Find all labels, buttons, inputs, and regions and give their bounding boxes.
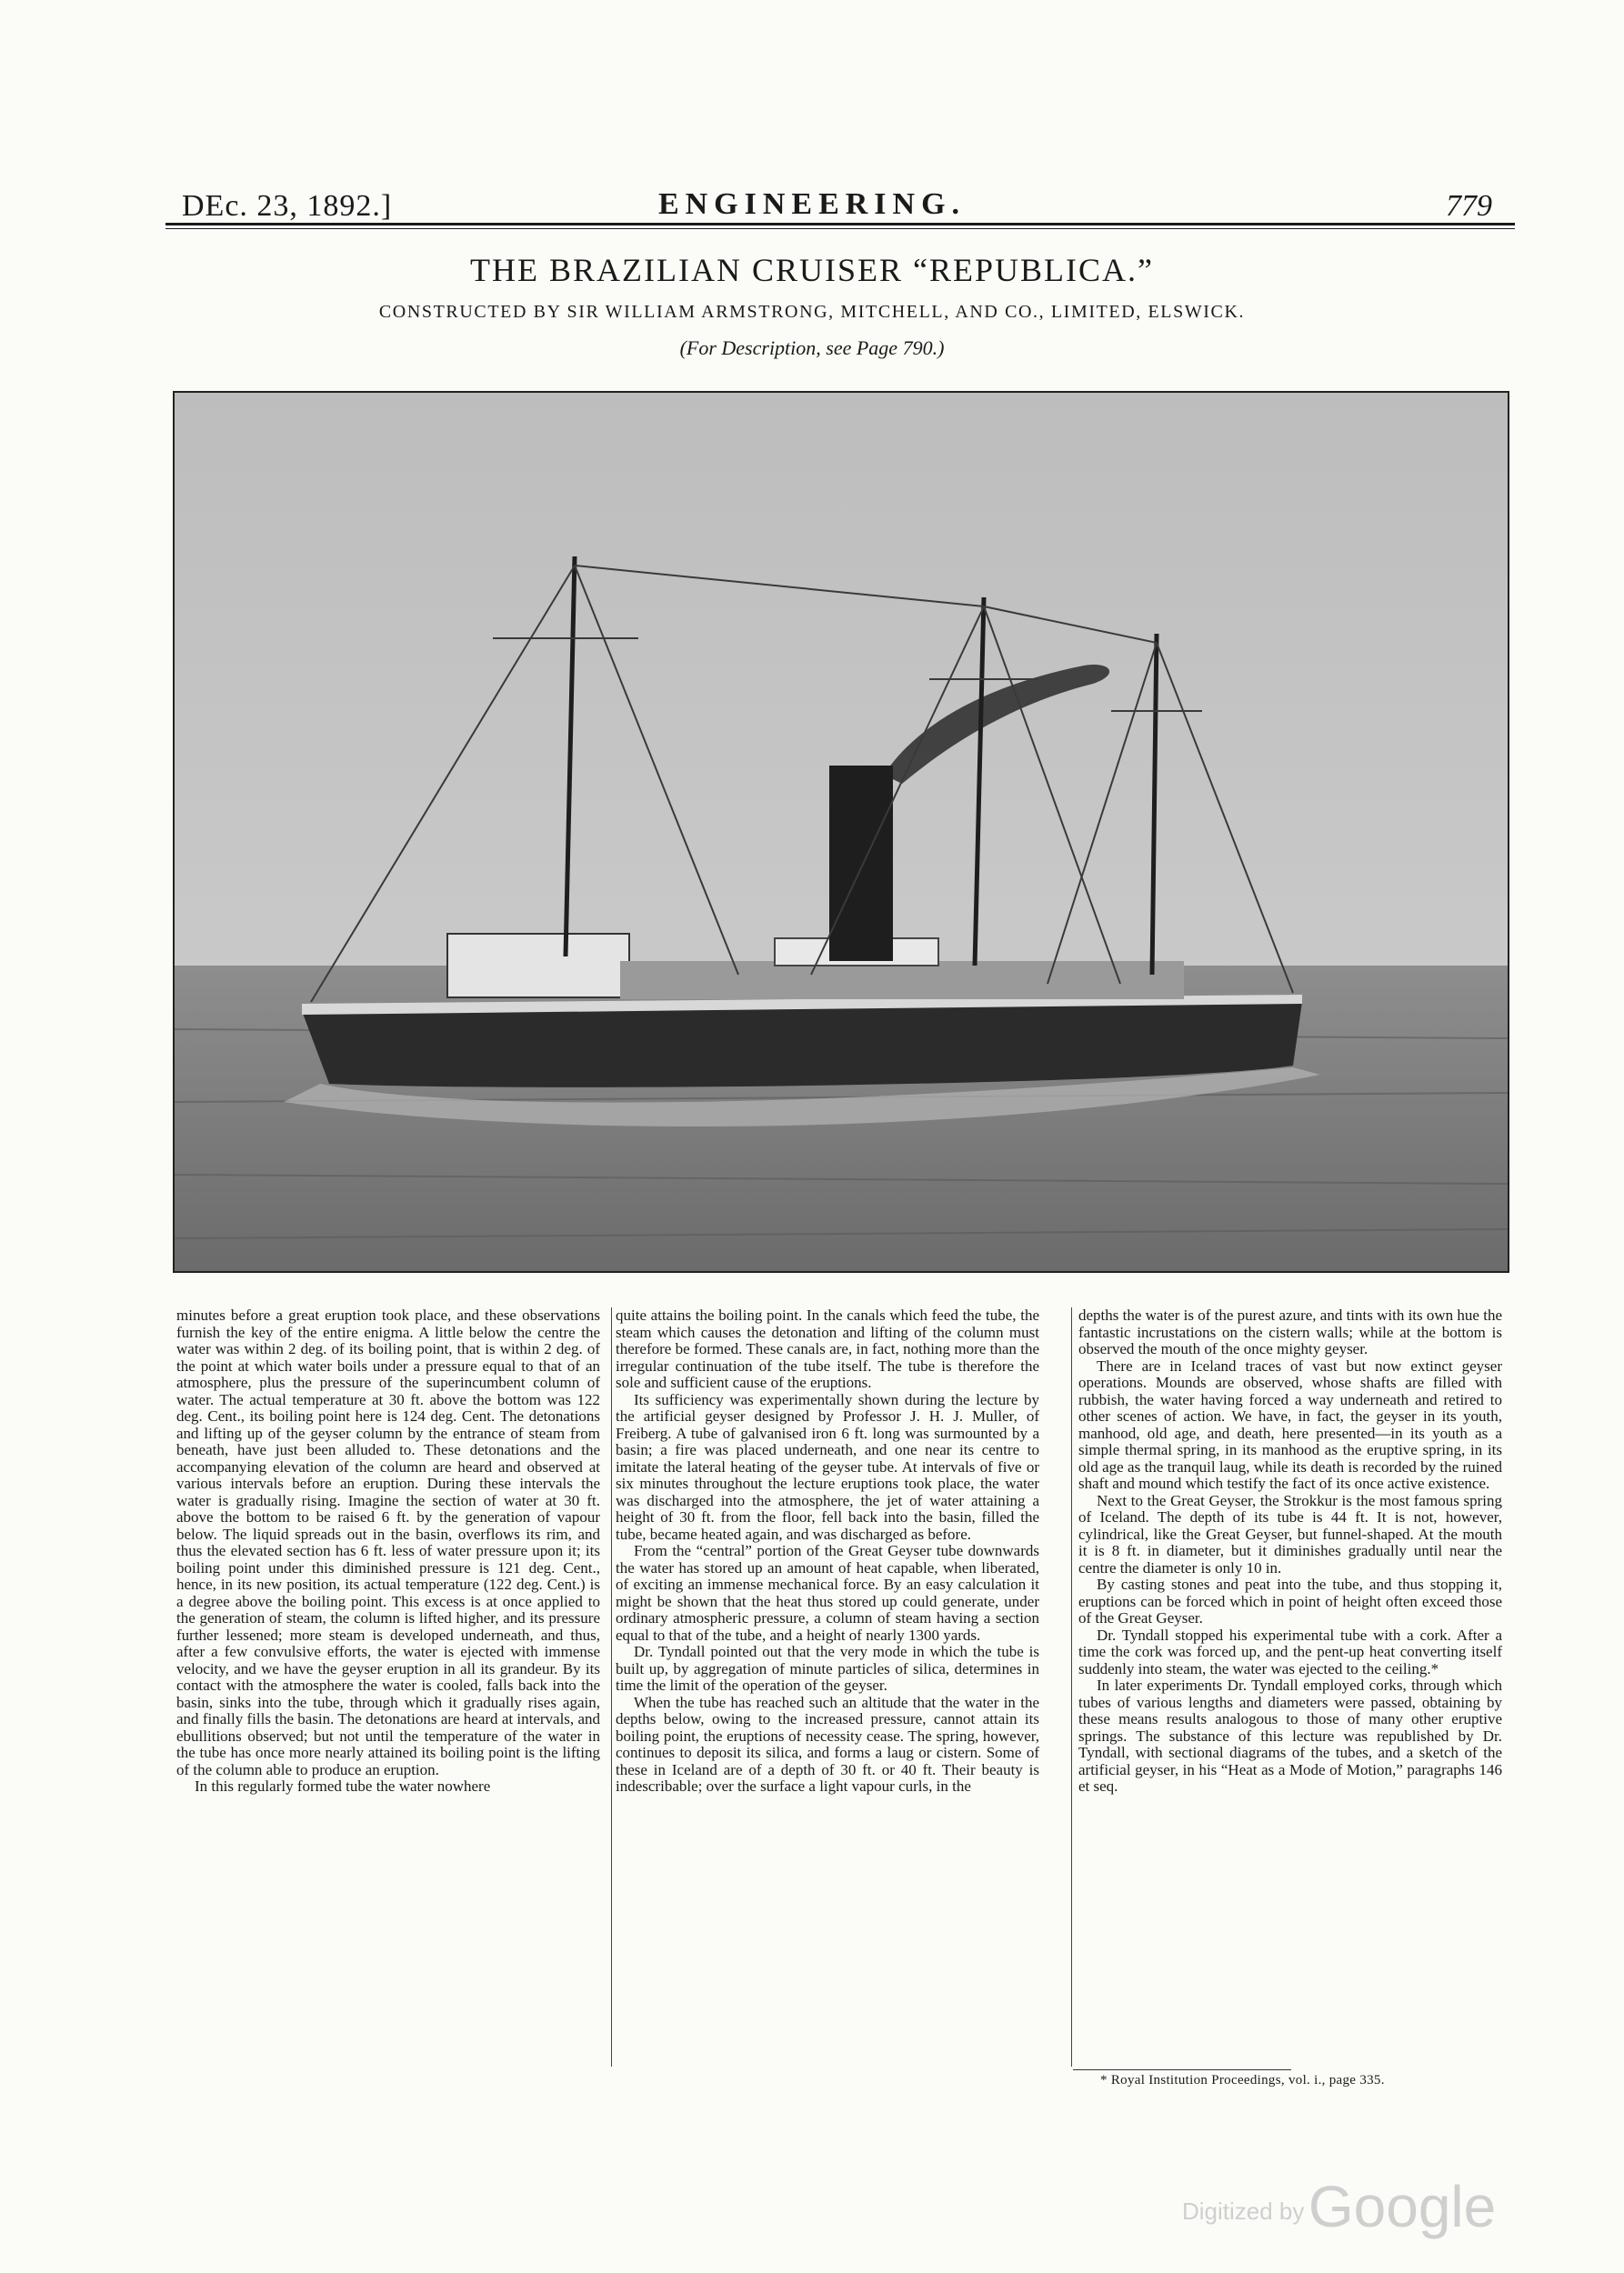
paragraph: Dr. Tyndall stopped his experimental tube with a cork. After a time the cork was forced up, and the pent-up heat converting itself suddenly into steam, the water was ejected to the ceiling.* [1078,1626,1502,1677]
issue-date: DEc. 23, 1892.] [182,189,393,223]
paragraph: From the “central” portion of the Great Geyser tube downwards the water has stored up an amount of heat capable, when liberated, of exciting an immense mechanical force. By an easy calculation it might be shown that the heat thus stored up could generate, under ordinary atmospheric pressure, a column of steam having a section equal to that of the tube, and a height of nearly 1300 yards. [616,1542,1039,1644]
paragraph: In this regularly formed tube the water nowhere [195,1777,491,1795]
column-divider [611,1307,612,2067]
paragraph: There are in Iceland traces of vast but now extinct geyser operations. Mounds are observed, whose shafts are filled with rubbish, the water having forced a way underneath and retired to other scenes of action. We have, in fact, the geyser in its youth, manhood, old age, and death, here presented—in its youth as a simple thermal spring, in its manhood as the eruptive spring, in its old age as the tranquil laug, while its death is recorded by the ruined shaft and mound which testify the fact of its once active existence. [1078,1357,1502,1492]
paragraph: quite attains the boiling point. In the canals which feed the tube, the steam which causes the detonation and lifting of the column must therefore be formed. These canals are, in fact, nothing more than the irregular continuation of the tube itself. The tube is therefore the sole and sufficient cause of the eruptions. [616,1307,1039,1391]
paragraph: Next to the Great Geyser, the Strokkur is the most famous spring of Iceland. The depth of its tube is 44 ft. It is not, however, cylindrical, like the Great Geyser, but funnel-shaped. At the mouth it is 8 ft. in diameter, but it diminishes gradually until near the centre the diameter is only 10 in. [1078,1491,1502,1577]
text-column-1 [176,1307,600,2089]
paragraph: In later experiments Dr. Tyndall employed corks, through which tubes of various lengths and diameters were passed, obtaining by these means results analogous to those of many other eruptive springs. The substance of this lecture was republished by Dr. Tyndall, with sectional diagrams of the tubes, and a sketch of the artificial geyser, in his “Heat as a Mode of Motion,” paragraphs 146 et seq. [1078,1677,1502,1795]
text-column-2 [616,1307,1039,2089]
watermark-prefix: Digitized by [1182,2198,1305,2225]
column-divider [1071,1307,1072,2067]
paragraph: Dr. Tyndall pointed out that the very mode in which the tube is built up, by aggregation of minute particles of silica, determines in time the limit of the operation of the geyser. [616,1643,1039,1694]
footnote: * Royal Institution Proceedings, vol. i., page 335. [1100,2073,1385,2088]
paragraph: depths the water is of the purest azure, and tints with its own hue the fantastic incrustations on the cistern walls; while at the bottom is observed the mouth of the once mighty geyser. [1078,1307,1502,1357]
article-title: THE BRAZILIAN CRUISER “REPUBLICA.” [470,252,1154,288]
google-logo: Google [1308,2174,1497,2239]
article-subtitle: CONSTRUCTED BY SIR WILLIAM ARMSTRONG, MITCHELL, AND CO., LIMITED, ELSWICK. [378,302,1246,322]
paragraph: Its sufficiency was experimentally shown during the lecture by the artificial geyser designed by Professor J. H. J. Muller, of Freiberg. A tube of galvanised iron 6 ft. long was surmounted by a basin; a fire was placed underneath, and one near its centre to imitate the lateral heating of the geyser tube. At intervals of five or six minutes throughout the lecture eruptions took place, the water was discharged into the atmosphere, the jet of water attaining a height of 30 ft. from the floor, fell back into the basin, filled the tube, became heated again, and was discharged as before. [616,1390,1039,1543]
description-reference: (For Description, see Page 790.) [679,336,945,359]
text-column-3 [1078,1307,1502,2089]
footnote-rule [1073,2069,1291,2070]
page-number: 779 [1446,189,1492,223]
google-watermark [1182,2173,1496,2240]
header-rule-thin [165,228,1515,229]
paragraph: When the tube has reached such an altitude that the water in the depths below, owing to the increased pressure, cannot attain its boiling point, the eruptions of necessity cease. The spring, however, continues to deposit its silica, and forms a laug or cistern. Some of these in Iceland are of a depth of 30 ft. or 40 ft. Their beauty is indescribable; over the surface a light vapour curls, in the [616,1693,1039,1795]
paragraph: minutes before a great eruption took place, and these observations furnish the key of the entire enigma. A little below the centre the water was within 2 deg. of its boiling point, that is within 2 deg. of the point at which water boils under a pressure equal to that of an atmosphere, plus the pressure of the superincumbent column of water. The actual temperature at 30 ft. above the bottom was 122 deg. Cent., its boiling point here is 124 deg. Cent. The detonations and lifting up of the geyser column by the entrance of steam from beneath, have just been alluded to. These detonations and the accompanying elevation of the column are heard and observed at various intervals before an eruption. During these intervals the water is gradually rising. Imagine the section of water at 30 ft. above the bottom to be raised 6 ft. by the generation of vapour below. The liquid spreads out in the basin, overflows its rim, and thus the elevated section has 6 ft. less of water pressure upon it; its boiling point under this diminished pressure is 121 deg. Cent., hence, in its new position, its actual temperature (122 deg. Cent.) is a degree above the boiling point. This excess is at once applied to the generation of steam, the column is lifted higher, and its pressure further lessened; more steam is developed underneath, and thus, after a few convulsive efforts, the water is ejected with immense velocity, and we have the geyser eruption in all its grandeur. By its contact with the atmosphere the water is cooled, falls back into the basin, sinks into the tube, through which it gradually rises again, and finally fills the basin. The detonations are heard at intervals, and ebullitions observed; but not until the temperature of the water in the tube has once more nearly attained its boiling point is the lifting of the column able to produce an eruption. [176,1307,600,1778]
journal-name: ENGINEERING. [657,187,967,221]
paragraph: By casting stones and peat into the tube, and thus stopping it, eruptions can be forced which in point of height often exceed those of the Great Geyser. [1078,1576,1502,1627]
header-rule [165,223,1515,225]
cruiser-engraving [173,391,1509,1273]
